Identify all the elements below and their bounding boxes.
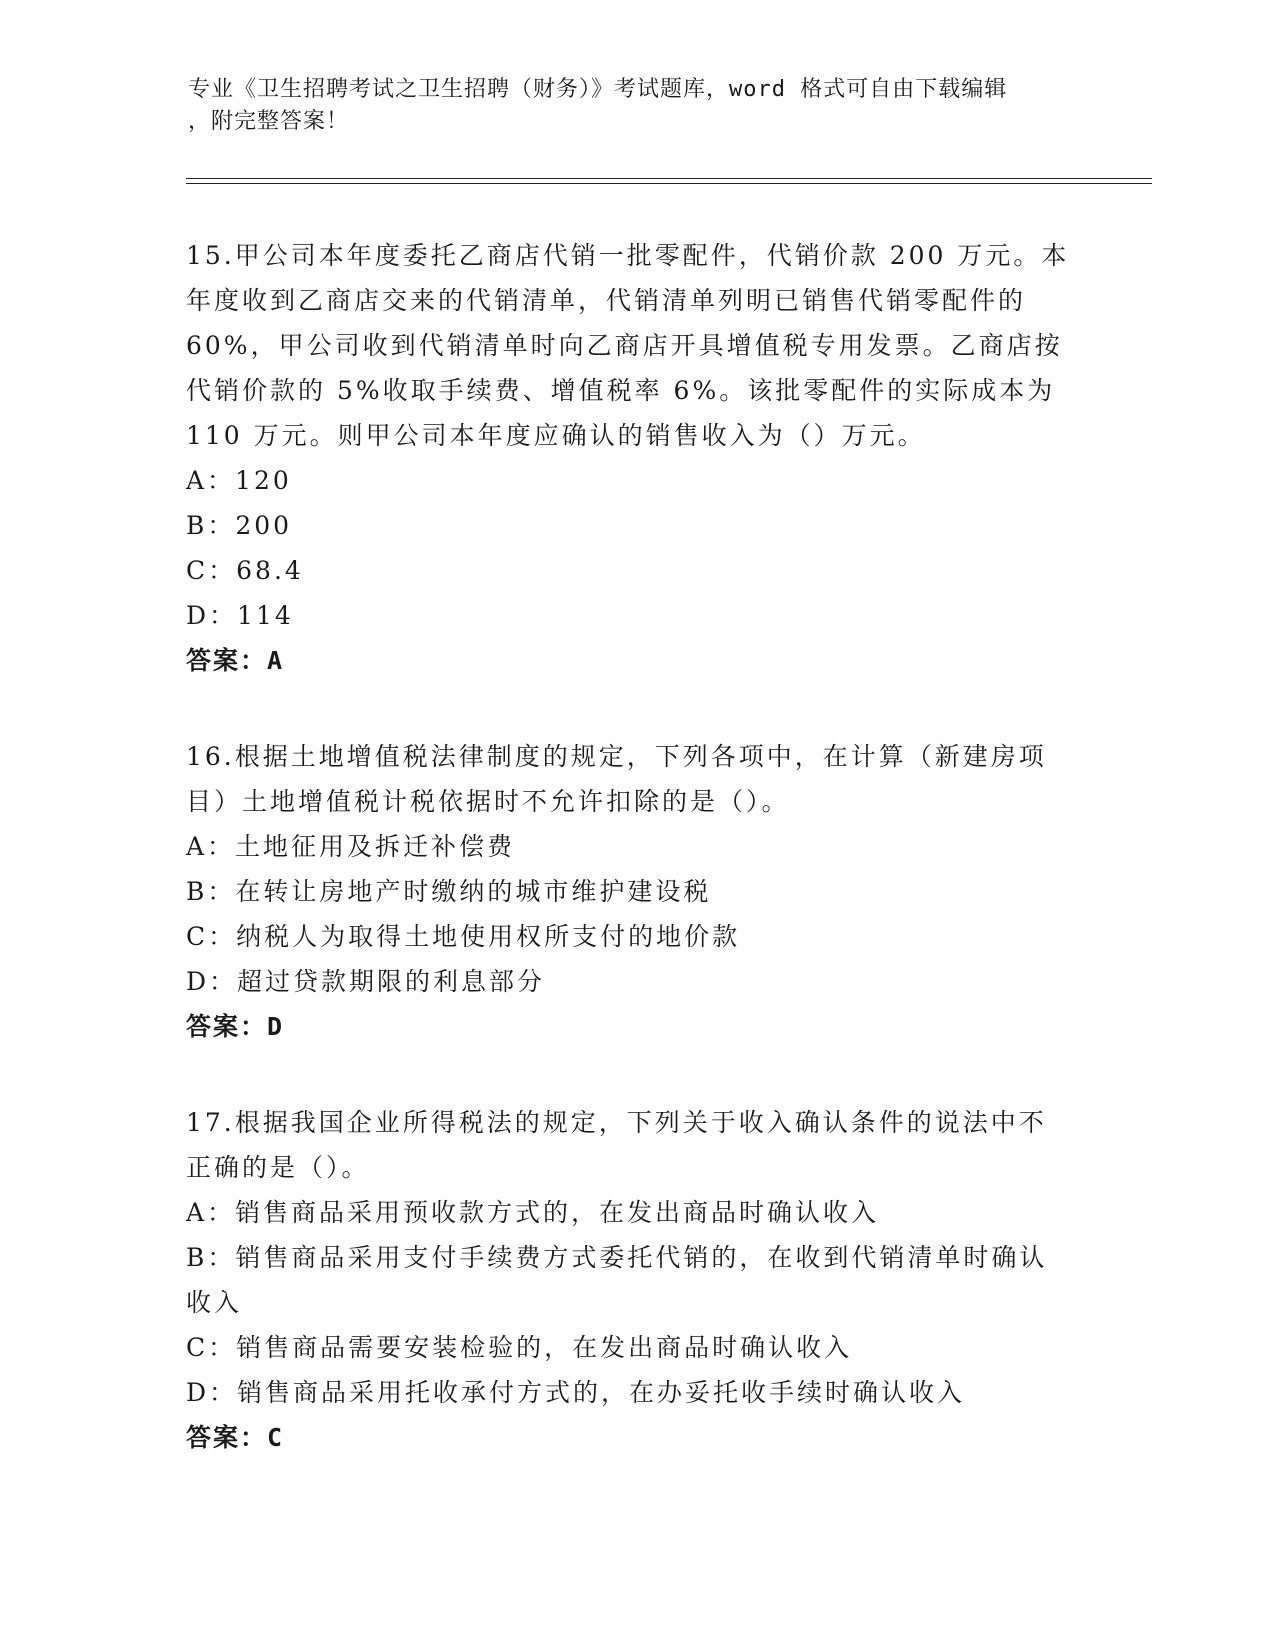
question-stem-line: 60%，甲公司收到代销清单时向乙商店开具增值税专用发票。乙商店按	[186, 331, 1063, 360]
option-b: B：在转让房地产时缴纳的城市维护建设税	[186, 877, 712, 906]
option-c: C：68.4	[186, 556, 304, 585]
option-d: D：超过贷款期限的利息部分	[186, 967, 546, 996]
option-a: A：销售商品采用预收款方式的，在发出商品时确认收入	[186, 1198, 880, 1227]
question-stem-line: 110 万元。则甲公司本年度应确认的销售收入为（）万元。	[186, 421, 926, 450]
question-stem-line: 正确的是（）。	[186, 1153, 370, 1182]
question-stem-line: 年度收到乙商店交来的代销清单，代销清单列明已销售代销零配件的	[186, 286, 1027, 315]
option-c: C：纳税人为取得土地使用权所支付的地价款	[186, 922, 741, 951]
option-a: A：土地征用及拆迁补偿费	[186, 832, 516, 861]
question-stem-line: 15.甲公司本年度委托乙商店代销一批零配件，代销价款 200 万元。本	[186, 241, 1070, 270]
answer-label: 答案：A	[186, 646, 285, 675]
answer-label: 答案：D	[186, 1012, 285, 1041]
header-divider-top	[186, 178, 1152, 179]
question-stem-line: 17.根据我国企业所得税法的规定，下列关于收入确认条件的说法中不	[186, 1108, 1047, 1137]
option-b: B：销售商品采用支付手续费方式委托代销的，在收到代销清单时确认	[186, 1243, 1048, 1272]
question-15	[186, 233, 1086, 683]
question-stem-line: 目）土地增值税计税依据时不允许扣除的是（）。	[186, 787, 790, 816]
option-a: A：120	[186, 466, 292, 495]
question-stem-line: 代销价款的 5%收取手续费、增值税率 6%。该批零配件的实际成本为	[186, 376, 1056, 405]
option-b-continued: 收入	[186, 1288, 243, 1317]
question-16	[186, 734, 1086, 1049]
option-c: C：销售商品需要安装检验的，在发出商品时确认收入	[186, 1333, 853, 1362]
header-text-line-1: 专业《卫生招聘考试之卫生招聘（财务）》考试题库，word 格式可自由下载编辑	[188, 77, 1008, 102]
option-b: B：200	[186, 511, 293, 540]
document-header	[188, 74, 1068, 138]
option-d: D：114	[186, 601, 294, 630]
question-stem-line: 16.根据土地增值税法律制度的规定，下列各项中，在计算（新建房项	[186, 742, 1047, 771]
header-divider-bottom	[186, 183, 1152, 184]
header-text-line-2: ，附完整答案！	[188, 109, 350, 134]
answer-label: 答案：C	[186, 1423, 285, 1452]
option-d: D：销售商品采用托收承付方式的，在办妥托收手续时确认收入	[186, 1378, 966, 1407]
question-17	[186, 1100, 1086, 1460]
